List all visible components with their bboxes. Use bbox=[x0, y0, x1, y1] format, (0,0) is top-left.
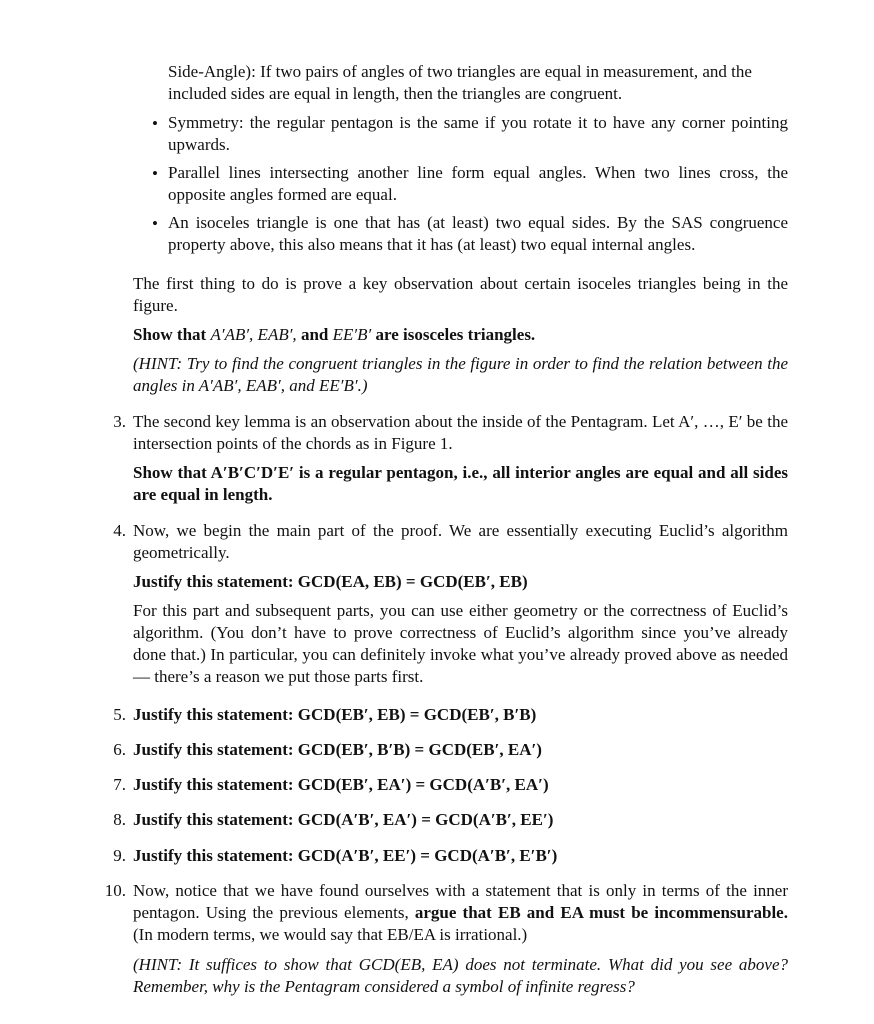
item-10-hint: (HINT: It suffices to show that GCD(EB, EA) does not terminate. What did you see above? Remember, why is the Pentagram considered a symbol of infinite regress? bbox=[133, 955, 788, 996]
bullet-marker: • bbox=[152, 114, 158, 133]
item-number: 3. bbox=[113, 412, 126, 431]
bullet-sas-line1: Side-Angle): If two pairs of angles of two triangles are equal in measurement, and the bbox=[168, 62, 752, 81]
show-math: A′AB′, EAB′, bbox=[210, 325, 297, 344]
bullet-sas-line2: included sides are equal in length, then the triangles are congruent. bbox=[168, 84, 623, 103]
bullet-marker: • bbox=[152, 164, 158, 183]
item-5-bold: Justify this statement: GCD(EB′, EB) = GCD(EB′, B′B) bbox=[133, 705, 537, 724]
item-number: 6. bbox=[113, 740, 126, 759]
item-number: 8. bbox=[113, 810, 126, 829]
item-10-text bbox=[133, 880, 788, 946]
item-number: 5. bbox=[113, 705, 126, 724]
item-10-text-a: Now, notice that we have found ourselves with a statement that is only in terms of the inner pentagon. Using the previous elements, bbox=[133, 881, 788, 922]
show-and: and bbox=[296, 325, 333, 344]
item-number: 7. bbox=[113, 775, 126, 794]
item-10-text-b: (In modern terms, we would say that EB/EA is irrational.) bbox=[133, 925, 528, 944]
item-number: 10. bbox=[104, 881, 126, 900]
item-9-bold: Justify this statement: GCD(A′B′, EE′) = GCD(A′B′, E′B′) bbox=[133, 846, 558, 865]
item-8-bold: Justify this statement: GCD(A′B′, EA′) = GCD(A′B′, EE′) bbox=[133, 810, 554, 829]
item-3-text: The second key lemma is an observation about the inside of the Pentagram. Let A′, …, E′ be the intersection points of the chords as in Figure 1. bbox=[133, 412, 788, 453]
show-prefix: Show that bbox=[133, 325, 211, 344]
bullet-isoceles: An isoceles triangle is one that has (at least) two equal sides. By the SAS congruence property above, this also means that it has (at least) two equal internal angles. bbox=[168, 213, 788, 254]
bullet-parallel-lines: Parallel lines intersecting another line form equal angles. When two lines cross, the opposite angles formed are equal. bbox=[168, 163, 788, 204]
bullet-marker: • bbox=[152, 214, 158, 233]
item-4-text2: For this part and subsequent parts, you can use either geometry or the correctness of Euclid’s algorithm. (You don’t have to prove correctness of Euclid’s algorithm since you’ve already done that.) In particular, you can definitely invoke what you’ve already proved above as needed — there’s a reason we put those parts first. bbox=[133, 601, 788, 686]
item-number: 4. bbox=[113, 521, 126, 540]
intro-hint: (HINT: Try to find the congruent triangles in the figure in order to find the relation between the angles in A′AB′, EAB′, and EE′B′.) bbox=[133, 354, 788, 395]
bullet-symmetry: Symmetry: the regular pentagon is the same if you rotate it to have any corner pointing upwards. bbox=[168, 113, 788, 154]
item-number: 9. bbox=[113, 846, 126, 865]
show-math2: EE′B′ bbox=[332, 325, 372, 344]
item-4-text: Now, we begin the main part of the proof. We are essentially executing Euclid’s algorithm geometrically. bbox=[133, 521, 788, 562]
item-6-bold: Justify this statement: GCD(EB′, B′B) = GCD(EB′, EA′) bbox=[133, 740, 542, 759]
bullet-sas-text bbox=[168, 61, 788, 105]
item-3-bold: Show that A′B′C′D′E′ is a regular pentagon, i.e., all interior angles are equal and all sides are equal in length. bbox=[133, 463, 788, 504]
item-7-bold: Justify this statement: GCD(EB′, EA′) = GCD(A′B′, EA′) bbox=[133, 775, 549, 794]
intro-paragraph: The first thing to do is prove a key observation about certain isoceles triangles being in the figure. bbox=[133, 274, 788, 315]
intro-show-statement bbox=[133, 324, 788, 346]
show-suffix: are isosceles triangles. bbox=[371, 325, 536, 344]
item-4-bold: Justify this statement: GCD(EA, EB) = GCD(EB′, EB) bbox=[133, 572, 528, 591]
item-10-bold: argue that EB and EA must be incommensurable. bbox=[414, 903, 788, 922]
